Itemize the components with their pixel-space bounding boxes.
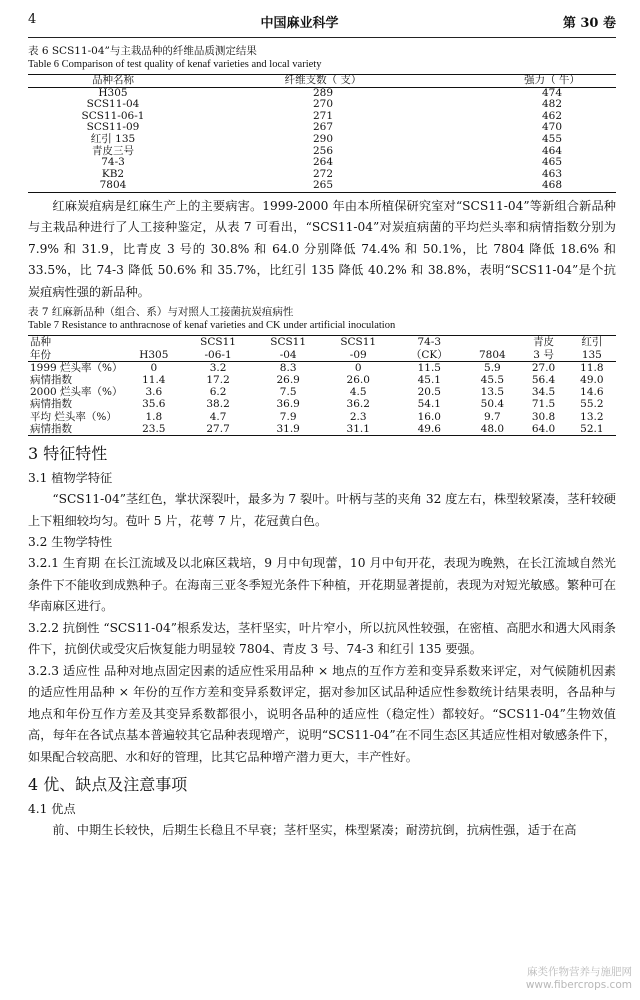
table7-row [28,374,616,386]
table6-cell: 256 [312,144,334,157]
section-4-1-text: 前、中期生长较快，后期生长稳且不早衰；茎杆坚实，株型紧凑；耐涝抗倒，抗病性强，适于在高 [52,823,577,838]
table7-cell: 8.3 [279,361,297,374]
section-3-2-2-text: 3.2.2 抗倒性 “SCS11-04”根系发达，茎杆坚实，叶片窄小，所以抗风性较强，在密植、高肥水和遇大风雨条件下，抗倒伏或受灾后恢复能力明显较 7804、青皮 3 号、74-3 和红引 135 要强。 [28,620,616,657]
table7-cell: 0 [354,361,362,374]
table7-cell: 52.1 [580,422,604,435]
table7-row-label: 病情指数 [30,374,72,387]
journal-title: 中国麻业科学 [260,16,339,31]
section-3-2-1-text: 3.2.1 生育期 在长江流域及以北麻区栽培，9 月中旬现蕾，10 月中旬开花，表现为晚熟，在长江流域自然光条件下不能收到成熟种子。在海南三亚冬季短光条件下种植，开花期显著提前，表现为对短光敏感。繁种可在华南麻区进行。 [28,556,616,614]
table7-col-head: H305 [139,348,169,361]
table7-row-label: 1999 烂头率（%） [30,361,123,374]
volume-label: 第 30 卷 [562,16,616,31]
page-header [28,12,616,38]
table6-row [28,134,616,146]
page [28,12,616,842]
table6-cell: 270 [312,98,334,111]
table7-col-head: SCS11 [270,336,307,349]
table7-cell: 14.6 [580,386,604,399]
table7-cell: 7.5 [279,386,297,399]
table6-cell: 482 [541,98,563,111]
table7-cell: 5.9 [484,361,501,374]
table6-cell: 7804 [99,179,127,192]
table6-cell: SCS11-06-1 [81,109,145,122]
table7-cell: 64.0 [531,422,556,435]
table6-header-row [28,75,616,88]
table7-cell: 26.9 [276,374,300,387]
table7-col-head: -09 [349,348,367,361]
table6-header-cell: 强力（ 牛） [524,74,580,86]
table7-col-head [465,336,519,349]
table7-row [28,411,616,423]
table7-cell: 71.5 [531,398,556,411]
table7-col-head: 红引 [581,336,603,349]
table6-cell: 264 [312,156,334,169]
table7-cell: 36.2 [346,398,370,411]
table6-row [28,157,616,169]
table6-cell: 455 [541,132,563,145]
watermark-line2: www.fibercrops.com [525,979,632,991]
table7-cell: 20.5 [417,386,441,399]
table7-cell: 17.2 [206,374,230,387]
table7-cell: 3.6 [145,386,163,399]
table7-cell: 56.4 [531,374,556,387]
table7-cell: 54.1 [417,398,441,411]
table7-col-head: 3 号 [533,348,554,361]
table6-cell: 468 [541,179,563,192]
table7-cell: 11.8 [580,361,604,374]
table7-cell: 4.5 [349,386,367,399]
table6-cell: 290 [312,132,334,145]
table7-row-label: 病情指数 [30,398,72,411]
table7-row [28,423,616,436]
table7-row [28,386,616,398]
table7-header-row [28,336,616,349]
table7-corner-bottom: 年份 [30,348,51,361]
table7-col-head: 74-3 [417,336,442,349]
table7-cell: 6.2 [209,386,227,399]
table7-col-head: 7804 [479,348,506,361]
table7-col-head: 135 [581,348,602,361]
table7-cell: 16.0 [417,410,441,423]
table7-cell: 23.5 [142,422,166,435]
table7-cell: 34.5 [531,386,556,399]
table7-cell: 1.8 [145,410,163,423]
section-3-2-title: 3.2 生物学特性 [28,535,113,550]
table7-row-label: 平均 烂头率（%） [30,410,117,423]
table7-cell: 26.0 [346,374,370,387]
table6-header-cell: 品种名称 [92,74,134,86]
table7-cell: 13.5 [480,386,505,399]
table6-cell: 青皮三号 [92,144,134,157]
table7-cell: 55.2 [580,398,604,411]
table7-row-label: 2000 烂头率（%） [30,386,123,399]
table7-col-head: SCS11 [340,336,377,349]
table6-caption-cn: 表 6 SCS11-04”与主栽品种的纤维品质测定结果 [28,45,257,57]
table6-cell: 463 [541,167,563,180]
table7-col-head: -06-1 [204,348,232,361]
table6-cell: H305 [98,86,128,99]
table7-caption-en: Table 7 Resistance to anthracnose of kenaf varieties and CK under artificial inoculation [28,320,396,332]
table7-cell: 7.9 [279,410,297,423]
table7-row-label: 病情指数 [30,422,72,435]
section-3-1-title: 3.1 植物学特征 [28,471,113,486]
table6-caption-en: Table 6 Comparison of test quality of kenaf varieties and local variety [28,59,322,70]
table7-corner-top: 品种 [30,336,51,349]
table7-cell: 31.1 [346,422,370,435]
table7-caption-cn: 表 7 红麻新品种（组合、系）与对照人工接菌抗炭疽病性 [28,306,294,319]
section-3-2-3-text: 3.2.3 适应性 品种对地点固定因素的适应性采用品种 × 地点的互作方差和变异系数来评定，对气候随机因素的适应性用品种 × 年份的互作方差和变异系数评定，据对参加区试品种适应性参数统计结果表明，各品种与地点和年份互作方差及其变异系数都很小，说明各品种的适应性（稳定性）都较好。“SCS11-04”生物效值高，每年在各试点基本普遍较其它品种表现增产，说明“SCS11-04”在不同生态区其适应性相对敏感条件下，如果配合较高肥、水和好的管理，比其它品种增产潜力更大，丰产性好。 [28,663,616,764]
page-number: 4 [28,12,37,27]
table7-cell: 11.5 [417,361,441,374]
table7 [28,335,616,436]
table7-cell: 0 [150,361,158,374]
table7-cell: 30.8 [531,410,556,423]
table7-cell: 11.4 [142,374,166,387]
table7-row [28,398,616,410]
table7-cell: 3.2 [209,361,227,374]
table6-header-cell: 纤维支数（ 支） [284,74,362,86]
table7-cell: 35.6 [142,398,166,411]
table7-cell: 27.0 [531,361,556,374]
table7-header-row [28,349,616,362]
watermark-line1: 麻类作物营养与施肥网 [527,966,632,978]
table7-cell: 36.9 [276,398,300,411]
table6-cell: 289 [312,86,334,99]
table6-cell: 271 [312,109,334,122]
table7-cell: 38.2 [206,398,230,411]
paragraph-anthracnose: 红麻炭疽病是红麻生产上的主要病害。1999-2000 年由本所植保研究室对“SCS11-04”等新组合新品种与主栽品种进行了人工接种鉴定，从表 7 可看出，“SCS11-04”对炭疽病菌的平均烂头率和病情指数分别为 7.9% 和 31.9，比青皮 3 号的 30.8% 和 64.0 分别降低 74.4% 和 50.1%，比 7804 降低 18.6% 和 33.5%，比 74-3 降低 50.6% 和 35.7%，比红引 135 降低 40.2% 和 38.8%，表明“SCS11-04”是个抗炭疽病性强的新品种。 [28,198,616,299]
table7-col-head: SCS11 [200,336,236,349]
table6-cell: SCS11-04 [86,98,140,111]
table7-col-head: （CK） [410,348,448,361]
table6-cell: SCS11-09 [86,121,140,134]
table6-cell: 267 [312,121,334,134]
table7-row [28,361,616,374]
table7-cell: 50.4 [480,398,505,411]
watermark [526,966,632,992]
table7-cell: 13.2 [580,410,604,423]
table7-cell: 2.3 [349,410,367,423]
table6 [28,74,616,193]
table7-col-head: 青皮 [533,336,555,349]
table7-cell: 45.5 [480,374,505,387]
table7-col-head: -04 [279,348,297,361]
table7-cell: 45.1 [417,374,441,387]
table6-cell: 464 [541,144,563,157]
table7-cell: 49.0 [580,374,604,387]
table7-cell: 4.7 [209,410,227,423]
section-3-1-text: “SCS11-04”茎红色，掌状深裂叶，最多为 7 裂叶。叶柄与茎的夹角 32 度左右，株型较紧凑，茎秆较硬上下粗细较均匀。苞叶 5 片，花萼 7 片，花冠黄白色。 [28,492,616,528]
table6-cell: 红引 135 [90,132,136,145]
table6-cell: 470 [541,121,563,134]
table7-cell: 9.7 [484,410,501,423]
table6-cell: 265 [312,179,334,192]
section-3-title: 3 特征特性 [28,444,108,464]
table7-cell: 31.9 [276,422,300,435]
table6-cell: 465 [541,156,563,169]
table6-cell: 462 [541,109,563,122]
table7-col-head [125,336,183,349]
table6-cell: 474 [541,86,563,99]
table6-cell: 74-3 [101,156,125,169]
section-4-title: 4 优、缺点及注意事项 [28,775,188,795]
table6-cell: KB2 [101,167,125,180]
table6-row [28,180,616,192]
table7-cell: 49.6 [417,422,441,435]
table7-cell: 48.0 [480,422,505,435]
table6-cell: 272 [312,167,334,180]
table7-cell: 27.7 [206,422,230,435]
section-4-1-title: 4.1 优点 [28,802,76,817]
